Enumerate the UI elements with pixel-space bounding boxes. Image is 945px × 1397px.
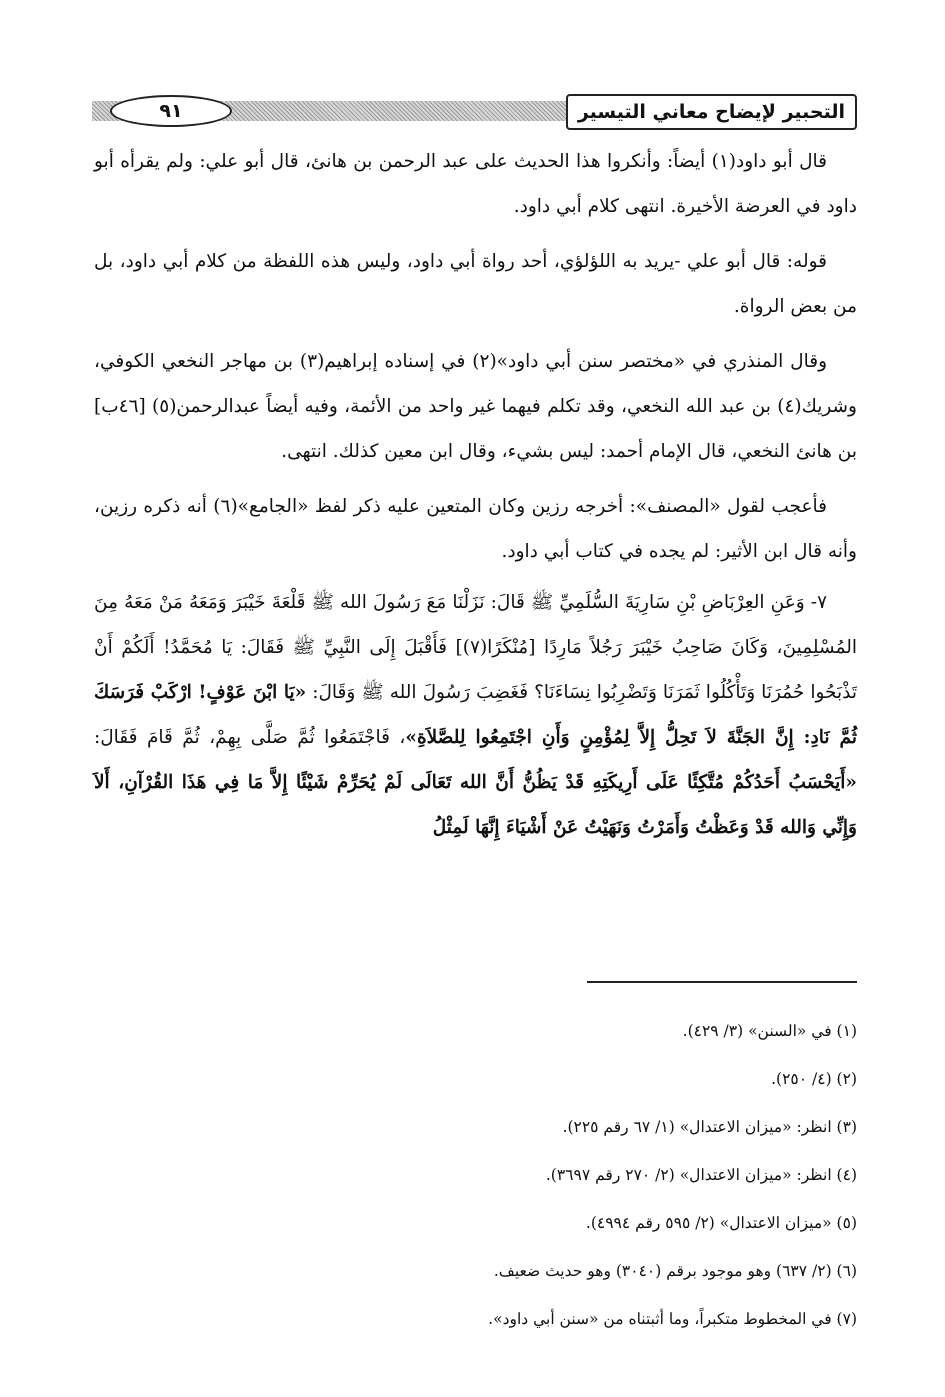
hadith-narration-continued: ، فَاجْتَمَعُوا ثُمَّ صَلَّى بِهِمْ، ثُمَّ قَامَ فَقَالَ: <box>94 727 406 748</box>
footnote: (٤) انظر: «ميزان الاعتدال» (٢/ ٢٧٠ رقم ٣٦٩٧). <box>545 1166 857 1184</box>
footnote: (١) في «السنن» (٣/ ٤٢٩). <box>682 1022 857 1040</box>
paragraph: وقال المنذري في «مختصر سنن أبي داود»(٢) في إسناده إبراهيم(٣) بن مهاجر النخعي الكوفي، وشريك(٤) بن عبد الله النخعي، وقد تكلم فيهما غير واحد من الأئمة، وفيه أيضاً عبدالرحمن(٥) [٤٦ب] بن هانئ النخعي، قال الإمام أحمد: ليس بشيء، وقال ابن معين كذلك. انتهى. <box>94 351 857 462</box>
main-text <box>94 139 857 850</box>
running-header <box>92 94 857 138</box>
hadith-paragraph <box>94 580 857 850</box>
footnote: (٣) انظر: «ميزان الاعتدال» (١/ ٦٧ رقم ٢٢٥). <box>562 1118 857 1136</box>
prophetic-quote: «يَا ابْنَ عَوْفٍ! ارْكَبْ فَرَسَكَ ثُمَّ نَادِ: إِنَّ الجَنَّةَ لاَ تَحِلُّ إِلاَّ لِمُؤْمِنٍ وَأَنِ اجْتَمِعُوا لِلصَّلاَةِ» <box>94 682 857 748</box>
hadith-narration: ٧- وَعَنِ العِرْبَاضِ بْنِ سَارِيَةَ السُّلَمِيِّ ﷺ قَالَ: نَزَلْنَا مَعَ رَسُولَ الله ﷺ قَلْعَةَ خَيْبَرَ وَمَعَهُ مَنْ مَعَهُ مِنَ المُسْلِمِينَ، وَكَانَ صَاحِبُ خَيْبَرَ رَجُلاً مَارِدًا [مُنْكَرًا(٧)] فَأَقْبَلَ إِلَى النَّبِيِّ ﷺ فَقَالَ: يَا مُحَمَّدُ! أَلَكُمْ أَنْ تَذْبَحُوا حُمُرَنَا وَتَأْكُلُوا ثَمَرَنَا وَتَضْرِبُوا نِسَاءَنَا؟ فَغَضِبَ رَسُولَ الله ﷺ وَقَالَ: <box>94 592 857 703</box>
paragraph: فأعجب لقول «المصنف»: أخرجه رزين وكان المتعين عليه ذكر لفظ «الجامع»(٦) أنه ذكره رزين، وأنه قال ابن الأثير: لم يجده في كتاب أبي داود. <box>94 496 857 562</box>
footnote: (٢) (٤/ ٢٥٠). <box>771 1070 857 1088</box>
footnote: (٧) في المخطوط متكبراً، وما أثبتناه من «سنن أبي داود». <box>488 1310 857 1328</box>
footnote: (٦) (٢/ ٦٣٧) وهو موجود برقم (٣٠٤٠) وهو حديث ضعيف. <box>493 1262 857 1280</box>
footnotes <box>94 1020 857 1356</box>
prophetic-quote: «أَيَحْسَبُ أَحَدُكُمْ مُتَّكِئًا عَلَى أَرِيكَتِهِ قَدْ يَظُنُّ أَنَّ الله تَعَالَى لَمْ يُحَرِّمْ شَيْئًا إِلاَّ مَا فِي هَذَا القُرْآنِ، أَلاَ وَإِنِّي وَالله قَدْ وَعَظْتُ وَأَمَرْتُ وَنَهَيْتُ عَنْ أَشْيَاءَ إِنَّهَا لَمِثْلُ <box>94 772 857 838</box>
footnote-separator <box>587 981 857 983</box>
book-title: التحبير لإيضاح معاني التيسير <box>566 94 857 130</box>
page-number: ٩١ <box>110 95 232 127</box>
paragraph: قوله: قال أبو علي -يريد به اللؤلؤي، أحد رواة أبي داود، وليس هذه اللفظة من كلام أبي داود، بل من بعض الرواة. <box>94 251 857 317</box>
footnote: (٥) «ميزان الاعتدال» (٢/ ٥٩٥ رقم ٤٩٩٤). <box>585 1214 857 1232</box>
paragraph: قال أبو داود(١) أيضاً: وأنكروا هذا الحديث على عبد الرحمن بن هانئ، قال أبو علي: ولم يقرأه أبو داود في العرضة الأخيرة. انتهى كلام أبي داود. <box>94 151 857 217</box>
